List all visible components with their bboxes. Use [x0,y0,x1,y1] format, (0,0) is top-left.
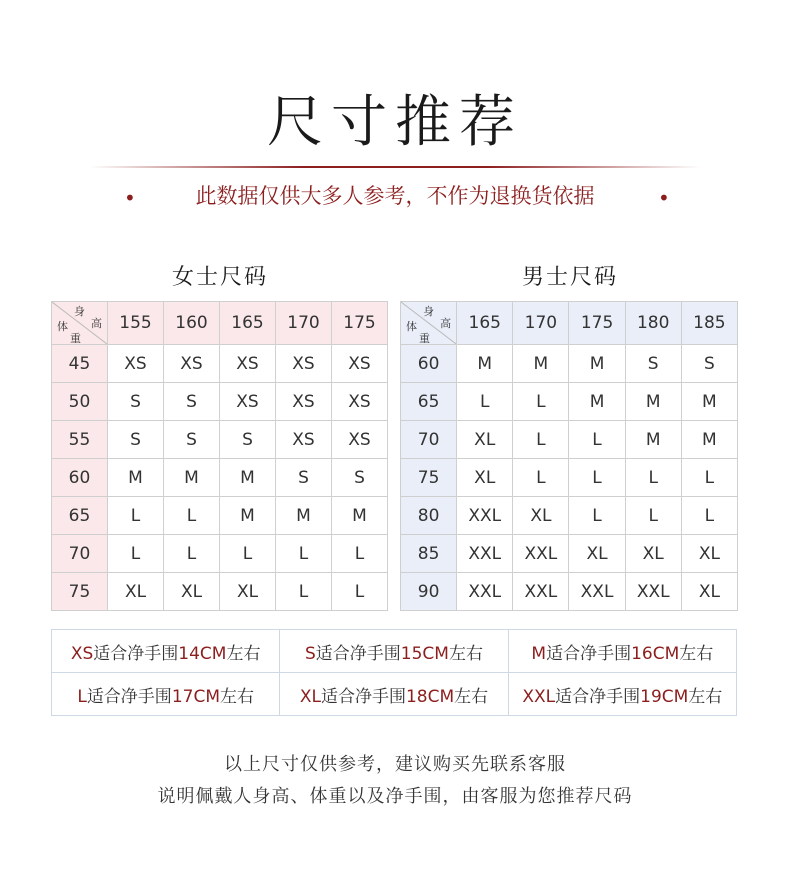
men-size-cell: L [625,459,681,497]
men-size-cell: XXL [513,573,569,611]
women-size-cell: M [220,497,276,535]
women-table-row [52,345,388,383]
men-table-row [401,421,738,459]
men-size-cell: XL [569,535,625,573]
legend-item-m: M适合净手围16CM左右 [508,630,736,673]
men-size-cell: XXL [457,535,513,573]
men-height-header: 170 [513,302,569,345]
women-size-table [51,301,388,611]
men-size-cell: XXL [625,573,681,611]
men-size-cell: XXL [457,497,513,535]
women-size-cell: XL [164,573,220,611]
women-table-row [52,383,388,421]
men-size-cell: XL [681,535,737,573]
men-height-header: 165 [457,302,513,345]
women-size-cell: XS [332,421,388,459]
men-size-cell: XL [681,573,737,611]
men-weight-header: 75 [401,459,457,497]
women-corner-cell [52,302,108,345]
women-height-header: 165 [220,302,276,345]
women-size-cell: M [220,459,276,497]
men-size-cell: S [681,345,737,383]
women-table-row [52,573,388,611]
men-size-table [400,301,738,611]
page-title: 尺寸推荐 [267,90,523,155]
men-size-cell: L [625,497,681,535]
women-size-cell: S [276,459,332,497]
women-weight-header: 55 [52,421,108,459]
title-divider [90,166,700,168]
footer-note-1: 以上尺寸仅供参考，建议购买先联系客服 [224,754,566,775]
women-size-cell: XS [108,345,164,383]
women-weight-header: 50 [52,383,108,421]
men-size-cell: M [625,383,681,421]
men-height-header: 175 [569,302,625,345]
men-size-cell: L [457,383,513,421]
men-weight-header: 60 [401,345,457,383]
notice-bullet-left: • [124,186,136,210]
women-size-cell: XS [276,383,332,421]
women-size-cell: S [164,383,220,421]
notice-bullet-right: • [658,186,670,210]
women-height-header: 175 [332,302,388,345]
notice-text: 此数据仅供大多人参考，不作为退换货依据 [195,184,595,208]
women-size-cell: S [332,459,388,497]
women-weight-header: 60 [52,459,108,497]
women-height-header: 170 [276,302,332,345]
men-table-row [401,345,738,383]
men-height-header: 180 [625,302,681,345]
corner-label-height-2: 高 [91,317,102,330]
corner-label-weight-2: 重 [70,332,81,345]
legend-item-s: S适合净手围15CM左右 [280,630,508,673]
women-weight-header: 70 [52,535,108,573]
women-size-cell: S [108,421,164,459]
women-height-header: 155 [108,302,164,345]
women-size-cell: S [164,421,220,459]
women-size-cell: L [332,535,388,573]
men-table-row [401,497,738,535]
women-size-cell: S [220,421,276,459]
men-weight-header: 70 [401,421,457,459]
men-size-cell: XXL [457,573,513,611]
footer-note-2: 说明佩戴人身高、体重以及净手围，由客服为您推荐尺码 [157,786,633,807]
men-corner-cell [401,302,457,345]
women-size-cell: L [108,535,164,573]
women-size-cell: XL [220,573,276,611]
men-table-row [401,459,738,497]
women-size-cell: XS [332,345,388,383]
corner-label-height-1: 身 [423,305,435,318]
women-height-header: 160 [164,302,220,345]
wrist-size-legend [51,629,737,716]
men-size-title: 男士尺码 [521,265,618,290]
men-size-cell: L [681,497,737,535]
women-size-cell: L [108,497,164,535]
corner-label-weight-2: 重 [419,332,430,345]
women-weight-header: 45 [52,345,108,383]
men-size-cell: L [513,383,569,421]
men-weight-header: 85 [401,535,457,573]
women-table-row [52,421,388,459]
men-size-cell: M [569,383,625,421]
women-size-cell: L [276,573,332,611]
women-table-row [52,459,388,497]
men-size-cell: L [569,421,625,459]
corner-label-height-1: 身 [74,305,85,318]
men-size-cell: M [681,383,737,421]
men-size-cell: L [513,459,569,497]
legend-item-xs: XS适合净手围14CM左右 [52,630,280,673]
men-table-row [401,535,738,573]
men-size-cell: L [681,459,737,497]
men-weight-header: 80 [401,497,457,535]
women-size-cell: XS [164,345,220,383]
men-size-cell: M [513,345,569,383]
women-size-cell: XS [332,383,388,421]
men-size-cell: L [569,459,625,497]
men-size-cell: M [457,345,513,383]
corner-label-height-2: 高 [440,317,452,330]
women-size-title: 女士尺码 [171,265,268,290]
corner-label-weight-1: 体 [57,320,68,333]
men-size-cell: XXL [513,535,569,573]
women-size-cell: S [108,383,164,421]
women-weight-header: 65 [52,497,108,535]
men-table-row [401,573,738,611]
women-size-cell: XS [276,421,332,459]
women-table-row [52,535,388,573]
men-size-cell: M [625,421,681,459]
men-size-cell: M [569,345,625,383]
women-size-cell: XS [220,383,276,421]
men-size-cell: XXL [569,573,625,611]
men-size-cell: XL [513,497,569,535]
men-weight-header: 65 [401,383,457,421]
men-height-header: 185 [681,302,737,345]
legend-item-xl: XL适合净手围18CM左右 [280,673,508,716]
men-size-cell: XL [457,421,513,459]
women-size-cell: L [276,535,332,573]
women-size-cell: XS [276,345,332,383]
corner-label-weight-1: 体 [406,320,417,333]
women-table-row [52,497,388,535]
men-size-cell: L [513,421,569,459]
men-table-row [401,383,738,421]
men-size-cell: M [681,421,737,459]
women-size-cell: M [164,459,220,497]
men-weight-header: 90 [401,573,457,611]
men-size-cell: S [625,345,681,383]
women-size-cell: M [276,497,332,535]
men-size-cell: XL [625,535,681,573]
men-size-cell: XL [457,459,513,497]
women-size-cell: XL [108,573,164,611]
women-size-cell: M [108,459,164,497]
women-size-cell: L [332,573,388,611]
legend-item-xxl: XXL适合净手围19CM左右 [508,673,736,716]
women-weight-header: 75 [52,573,108,611]
women-size-cell: L [164,497,220,535]
women-size-cell: L [164,535,220,573]
men-size-cell: L [569,497,625,535]
legend-item-l: L适合净手围17CM左右 [52,673,280,716]
women-size-cell: L [220,535,276,573]
women-size-cell: XS [220,345,276,383]
women-size-cell: M [332,497,388,535]
